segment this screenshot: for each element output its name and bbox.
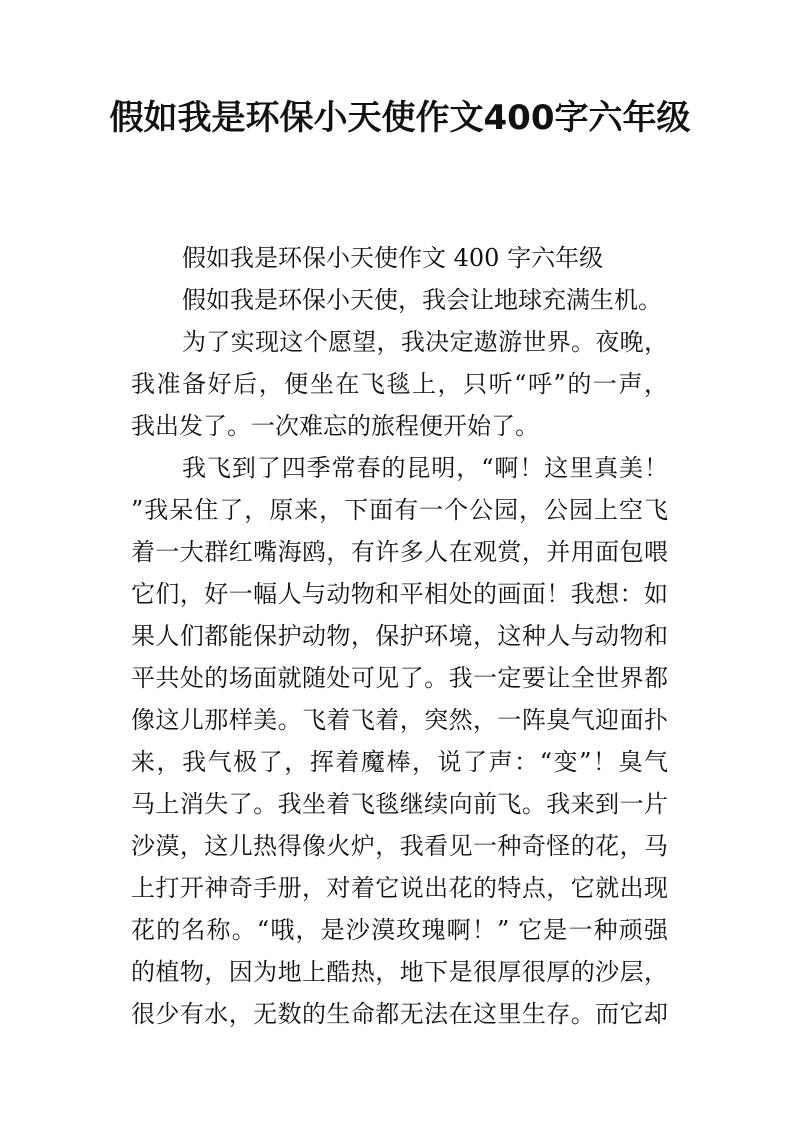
body-line: 上打开神奇手册，对着它说出花的特点，它就出现 (131, 874, 668, 902)
body-line: 来，我气极了，挥着魔棒，说了声：“变”！臭气 (131, 748, 668, 776)
body-line: 很少有水，无数的生命都无法在这里生存。而它却 (131, 1000, 668, 1028)
body-line: 我飞到了四季常春的昆明，“啊！这里真美！ (182, 454, 668, 482)
body-line: 沙漠，这儿热得像火炉，我看见一种奇怪的花，马 (131, 832, 668, 860)
body-line: 我出发了。一次难忘的旅程便开始了。 (131, 412, 539, 440)
body-line: 像这儿那样美。飞着飞着，突然，一阵臭气迎面扑 (131, 706, 668, 734)
body-line: 它们，好一幅人与动物和平相处的画面！我想：如 (131, 580, 668, 608)
body-line: 为了实现这个愿望，我决定遨游世界。夜晚， (182, 328, 668, 356)
body-line: 假如我是环保小天使，我会让地球充满生机。 (182, 286, 662, 314)
body-line: 果人们都能保护动物，保护环境，这种人与动物和 (131, 622, 668, 650)
document-title: 假如我是环保小天使作文400字六年级 (109, 98, 691, 138)
body-line: 马上消失了。我坐着飞毯继续向前飞。我来到一片 (131, 790, 668, 818)
body-line: 假如我是环保小天使作文 400 字六年级 (182, 244, 604, 272)
body-line: 平共处的场面就随处可见了。我一定要让全世界都 (131, 664, 668, 692)
body-line: 花的名称。“哦，是沙漠玫瑰啊！” 它是一种顽强 (131, 916, 668, 944)
body-line: 着一大群红嘴海鸥，有许多人在观赏，并用面包喂 (131, 538, 668, 566)
body-line: 的植物，因为地上酷热，地下是很厚很厚的沙层， (131, 958, 668, 986)
body-line: ”我呆住了，原来，下面有一个公园，公园上空飞 (131, 496, 668, 524)
body-line: 我准备好后，便坐在飞毯上，只听“呼”的一声， (131, 370, 668, 398)
